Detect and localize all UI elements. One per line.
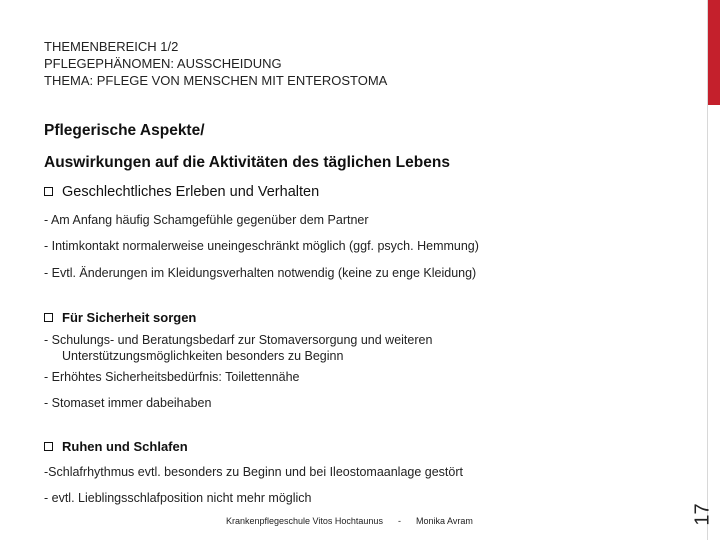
list-item: - Intimkontakt normalerweise uneingeschränkt möglich (ggf. psych. Hemmung) (44, 239, 479, 253)
footer-school: Krankenpflegeschule Vitos Hochtaunus (226, 516, 383, 526)
footer-separator: - (397, 516, 401, 526)
list-item: - Erhöhtes Sicherheitsbedürfnis: Toilettennähe (44, 370, 300, 384)
checkbox-bullet-icon (44, 187, 53, 196)
section-title: Für Sicherheit sorgen (62, 310, 197, 325)
list-item: - Stomaset immer dabeihaben (44, 396, 212, 410)
section-title: Ruhen und Schlafen (62, 439, 188, 454)
list-item: - Schulungs- und Beratungsbedarf zur Stomaversorgung und weiteren (44, 333, 433, 347)
page-number (686, 494, 720, 534)
heading-line-2: Auswirkungen auf die Aktivitäten des täglichen Lebens (44, 154, 450, 171)
list-item: -Schlafrhythmus evtl. besonders zu Beginn und bei Ileostomaanlage gestört (44, 465, 463, 479)
list-item: - Am Anfang häufig Schamgefühle gegenüber dem Partner (44, 213, 369, 227)
list-item: - evtl. Lieblingsschlafposition nicht mehr möglich (44, 491, 312, 505)
header-line-2: PFLEGEPHÄNOMEN: AUSSCHEIDUNG (44, 56, 282, 71)
list-item: - Evtl. Änderungen im Kleidungsverhalten notwendig (keine zu enge Kleidung) (44, 266, 477, 280)
checkbox-bullet-icon (44, 313, 53, 322)
section-geschlechtliches-erleben (44, 184, 319, 200)
accent-bar (708, 0, 720, 105)
page-number-text: 17 (691, 502, 714, 526)
checkbox-bullet-icon (44, 442, 53, 451)
slide-header (44, 38, 387, 89)
section-sicherheit-sorgen (44, 310, 196, 325)
header-line-3: THEMA: PFLEGE VON MENSCHEN MIT ENTEROSTOMA (44, 73, 388, 88)
footer-author: Monika Avram (416, 516, 473, 526)
slide-footer (226, 516, 473, 526)
section-ruhen-schlafen (44, 439, 188, 454)
heading-line-1: Pflegerische Aspekte/ (44, 122, 205, 139)
header-line-1: THEMENBEREICH 1/2 (44, 39, 179, 54)
list-item-continuation: Unterstützungsmöglichkeiten besonders zu Beginn (62, 349, 344, 363)
section-title: Geschlechtliches Erleben und Verhalten (62, 184, 320, 200)
